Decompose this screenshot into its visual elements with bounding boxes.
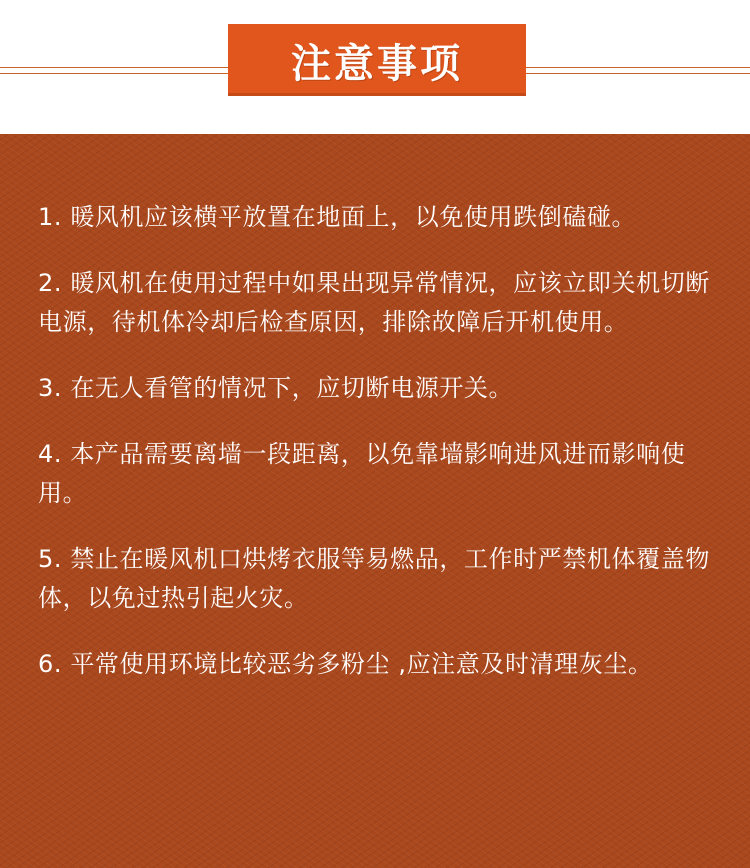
left-decorative-rule-top: [0, 67, 228, 68]
right-decorative-rule-bottom: [526, 73, 750, 74]
title-plate: [228, 24, 526, 96]
header-band: [0, 0, 750, 134]
notes-list: [38, 198, 718, 684]
left-decorative-rule-bottom: [0, 73, 228, 74]
right-decorative-rule-top: [526, 67, 750, 68]
note-item-6: 6. 平常使用环境比较恶劣多粉尘 ,应注意及时清理灰尘。: [38, 650, 653, 678]
note-item-4: 4. 本产品需要离墙一段距离，以免靠墙影响进风进而影响使用。: [38, 440, 686, 507]
note-item-3: 3. 在无人看管的情况下，应切断电源开关。: [38, 374, 514, 402]
note-item-2: 2. 暖风机在使用过程中如果出现异常情况，应该立即关机切断电源，待机体冷却后检查原因，排除故障后开机使用。: [38, 269, 710, 336]
page-title: 注意事项: [291, 40, 463, 87]
note-item-1: 1. 暖风机应该横平放置在地面上，以免使用跌倒磕碰。: [38, 203, 637, 231]
note-item-5: 5. 禁止在暖风机口烘烤衣服等易燃品，工作时严禁机体覆盖物体，以免过热引起火灾。: [38, 545, 710, 612]
